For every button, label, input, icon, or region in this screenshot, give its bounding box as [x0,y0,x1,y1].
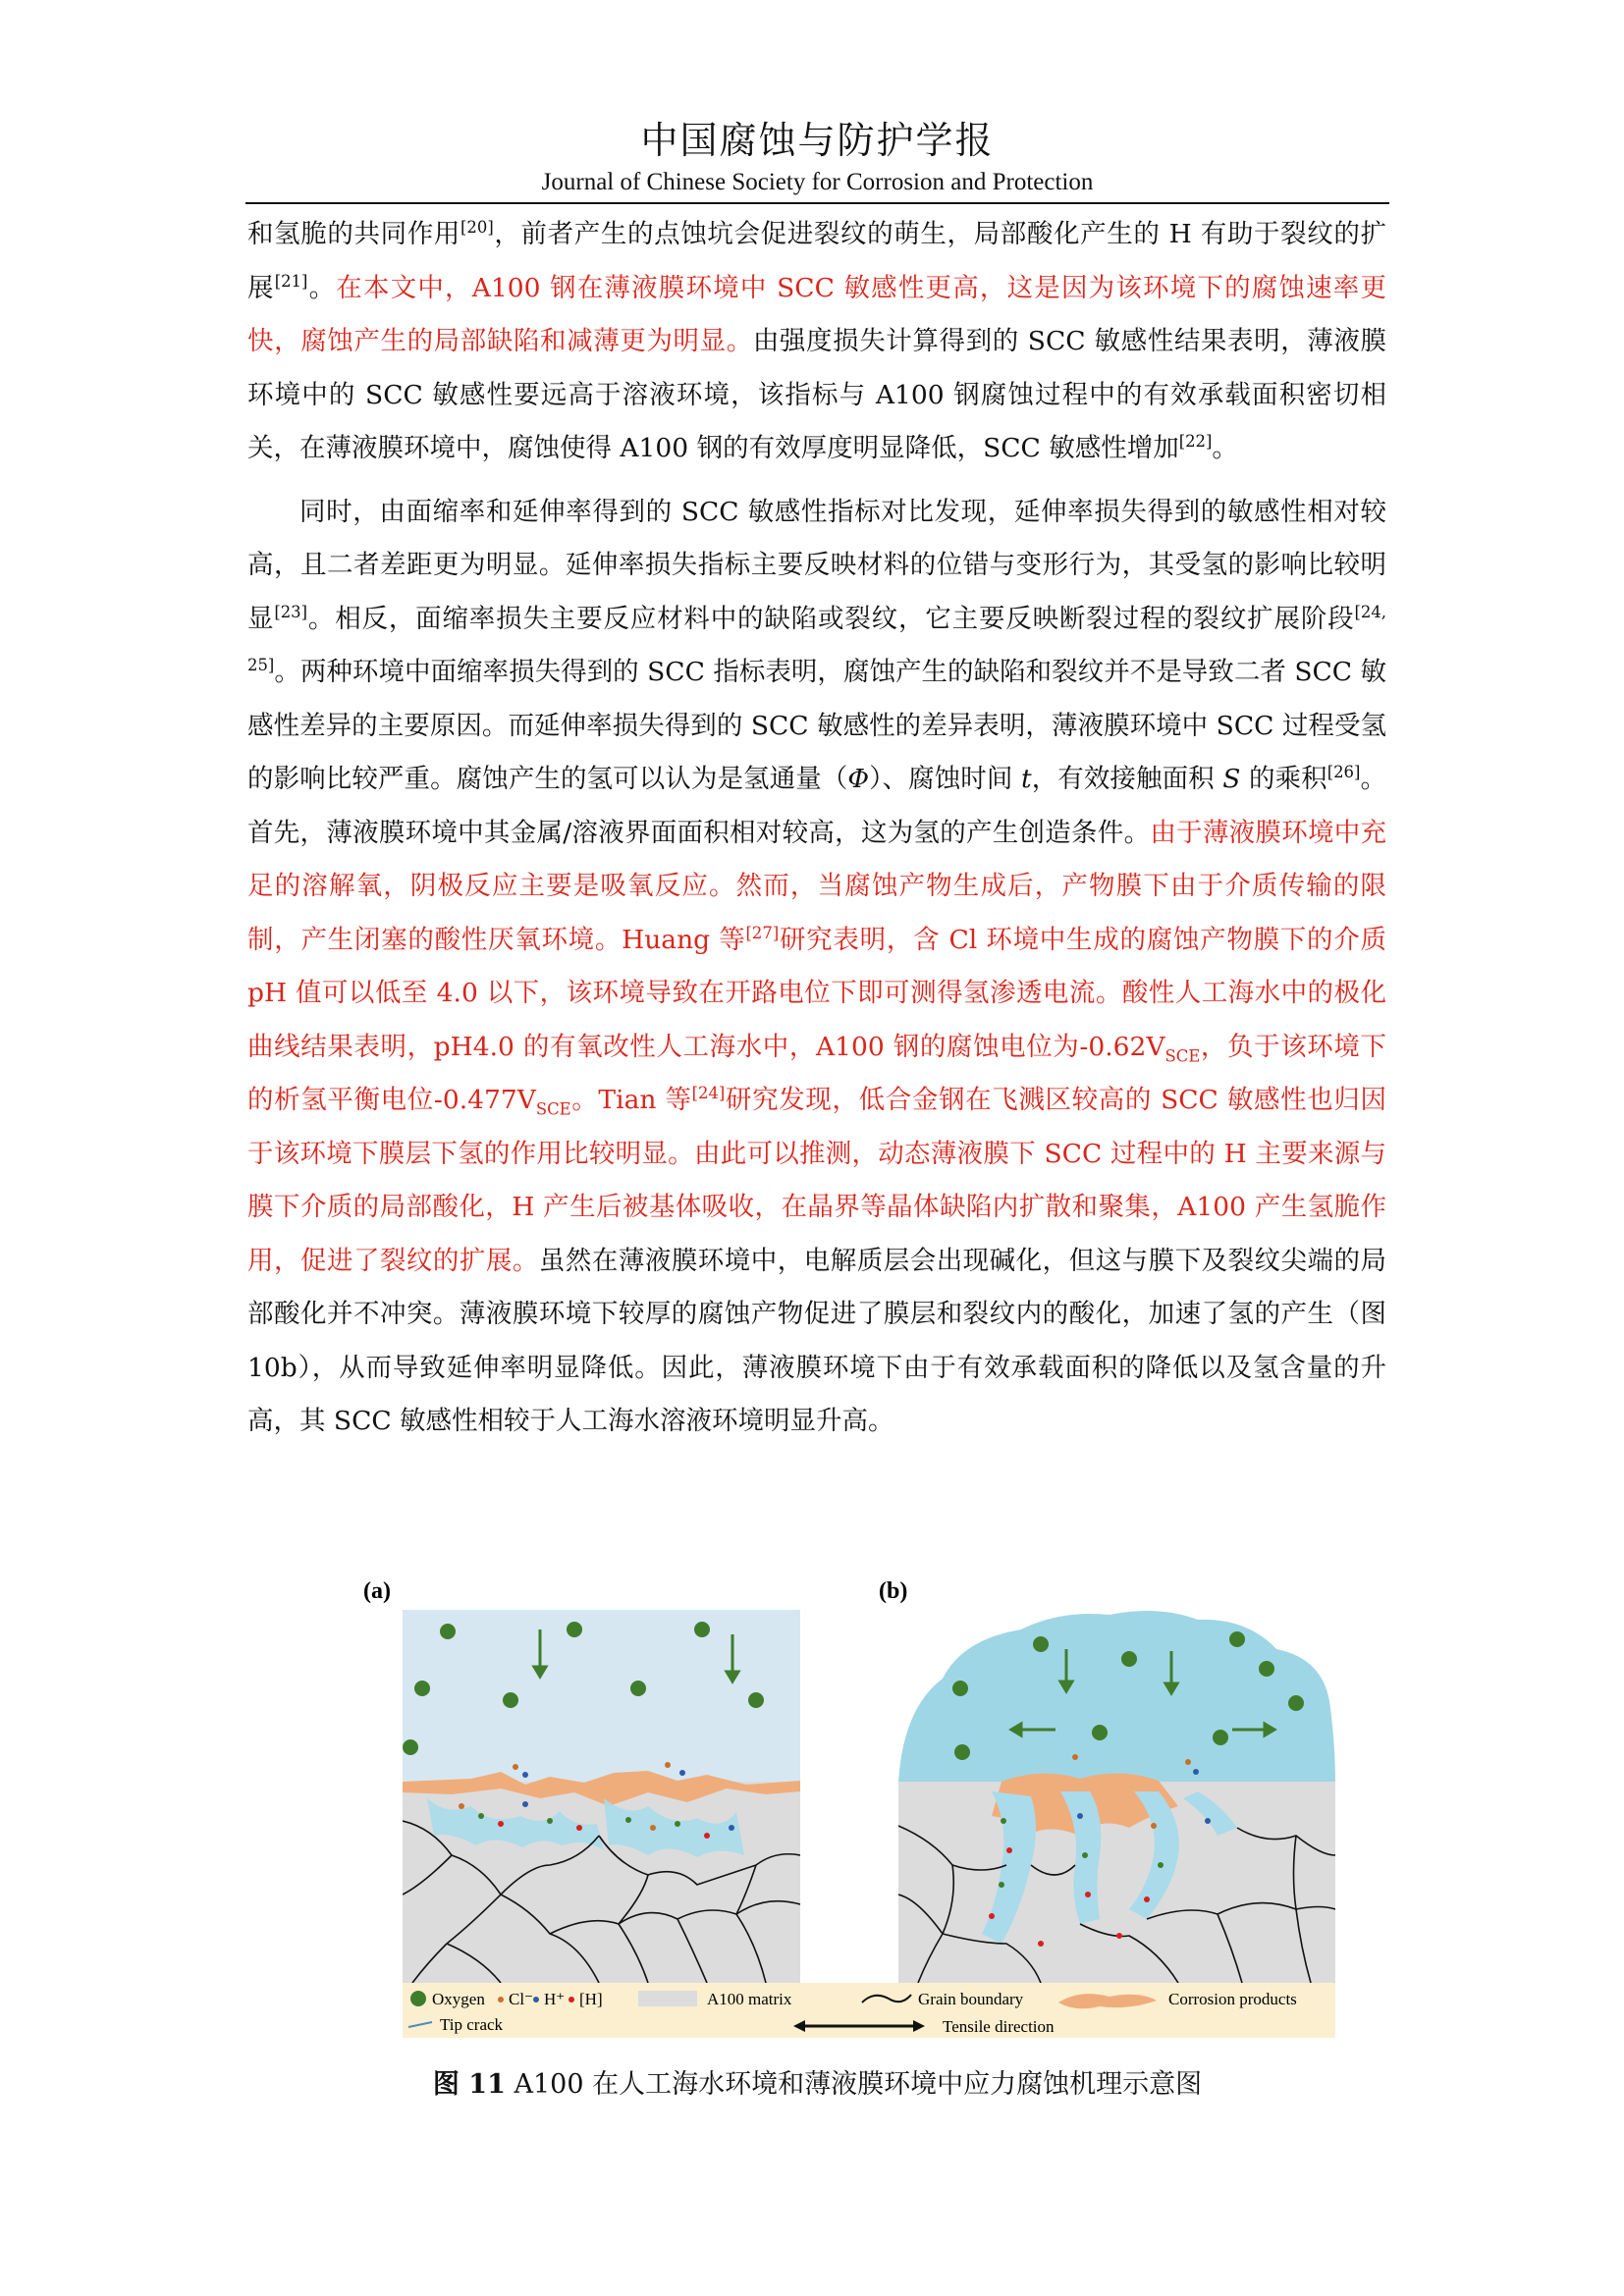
oxygen-icon [630,1681,646,1696]
h-plus-legend-icon [533,1997,539,2002]
panel-b-label: (b) [879,1578,908,1604]
oxygen-icon [414,1681,430,1696]
cl-legend-icon [498,1997,504,2002]
oxygen-icon [1121,1651,1137,1667]
oxygen-icon [1259,1661,1274,1677]
symbol-phi: Φ [847,764,870,794]
figure-caption [245,2065,1389,2105]
matrix-legend-swatch [638,1991,697,2006]
citation-ref: [21] [274,271,308,291]
text-span: 同时，由面缩率和延伸率得到的 SCC 敏感性指标对比发现，延伸率损失得到的敏感性相对较高，且二者差距更为明显。延伸率损失指标主要反映材料的位错与变形行为，其受氢的影响比较明显 [247,496,1386,634]
legend-corrosion-products: Corrosion products [1168,1990,1297,2008]
journal-title-en: Journal of Chinese Society for Corrosion and Protection [541,169,1094,195]
oxygen-icon [567,1622,582,1637]
oxygen-icon [1288,1695,1304,1711]
legend-h-plus: H⁺ [544,1990,566,2008]
symbol-t: t [1020,764,1032,794]
h-atom-legend-icon [568,1997,574,2002]
text-span: 由于薄液膜环境中充足的溶解氧，阴极反应主要是吸氧反应。然而，当腐蚀产物生成后，产物膜下由于介质传输的限制，产生闭塞的酸性厌氧环境。Huang 等 [247,817,1386,955]
oxygen-icon [440,1624,456,1639]
text-span: 由强度损失计算得到的 SCC 敏感性结果表明，薄液膜环境中的 SCC 敏感性要远高于溶液环境，该指标与 A100 钢腐蚀过程中的有效承载面积密切相关，在薄液膜环境中，腐蚀使得 A100 钢的有效厚度明显降低，SCC 敏感性增加 [247,326,1386,463]
text-span: ，负于该环境下的析氢平衡电位-0.477V [247,1031,1386,1115]
text-span: ）、腐蚀时间 [869,764,1021,794]
caption-text: A100 在人工海水环境和薄液膜环境中应力腐蚀机理示意图 [505,2069,1203,2100]
text-span: 研究表明，含 Cl 环境中生成的腐蚀产物膜下的介质 pH 值可以低至 4.0 以下，该环境导致在开路电位下即可测得氢渗透电流。酸性人工海水中的极化曲线结果表明，pH4.0 的有氧改性人工海水中，A100 钢的腐蚀电位为-0.62V [247,924,1386,1062]
legend-oxygen: Oxygen [432,1990,485,2008]
oxygen-icon [748,1692,764,1708]
article-body [247,208,1386,1449]
text-span: 研究发现，低合金钢在飞溅区较高的 SCC 敏感性也归因于该环境下膜层下氢的作用比较明显。由此可以推测，动态薄液膜下 SCC 过程中的 H 主要来源与膜下介质的局部酸化，H 产生后被基体吸收，在晶界等晶体缺陷内扩散和聚集，A100 产生氢脆作用，促进了裂纹的扩展。 [247,1085,1386,1276]
oxygen-icon [1229,1631,1245,1647]
text-span: ，有效接触面积 [1031,764,1223,794]
figure-number: 图 11 [432,2069,506,2100]
citation-ref: [26] [1326,763,1361,782]
journal-title-cn: 中国腐蚀与防护学报 [640,119,995,162]
citation-ref: [27] [745,923,780,942]
subscript-sce: SCE [535,1099,571,1119]
text-span: 。相反，面缩率损失主要反应材料中的缺陷或裂纹，它主要反映断裂过程的裂纹扩展阶段 [307,603,1355,634]
journal-header [245,116,1389,198]
text-span: 。 [1212,433,1238,463]
text-span: 的乘积 [1240,764,1327,794]
citation-ref: [22] [1178,432,1213,452]
text-span: 。 [307,272,337,303]
text-span: ，前者产生的点蚀坑会促进裂纹的萌生，局部酸化产生的 H 有助于裂纹的扩展 [247,219,1386,303]
oxygen-icon [954,1744,970,1760]
text-span: 和氢脆的共同作用 [247,219,461,249]
figure-legend [403,1983,1335,2038]
oxygen-icon [952,1681,968,1696]
mechanism-figure [353,1571,1335,2042]
subscript-sce: SCE [1164,1045,1201,1065]
legend-tensile-direction: Tensile direction [943,2017,1055,2036]
legend-cl: Cl⁻ [509,1990,534,2008]
oxygen-icon [403,1739,418,1755]
citation-ref: [23] [274,602,308,621]
text-span: 。Tian 等 [570,1085,692,1115]
legend-tip-crack: Tip crack [440,2015,504,2034]
oxygen-icon [694,1622,710,1637]
legend-matrix: A100 matrix [707,1990,792,2008]
header-rule [245,202,1389,204]
solution-layer [403,1610,800,1782]
text-span: 。两种环境中面缩率损失得到的 SCC 指标表明，腐蚀产生的缺陷和裂纹并不是导致二者 SCC 敏感性差异的主要原因。而延伸率损失得到的 SCC 敏感性的差异表明，薄液膜环境中 SCC 过程受氢的影响比较严重。腐蚀产生的氢可以认为是氢通量（ [247,657,1386,794]
highlighted-text [247,818,1386,1276]
panel-a [403,1610,800,1983]
oxygen-icon [503,1692,518,1708]
paragraph-1 [247,208,1386,476]
highlighted-text: 在本文中，A100 钢在薄液膜环境中 SCC 敏感性更高，这是因为该环境下的腐蚀速率更快，腐蚀产生的局部缺陷和减薄更为明显。 [247,272,1386,356]
citation-ref: [20] [460,218,494,238]
citation-ref: [24] [691,1084,726,1103]
text-span: 虽然在薄液膜环境中，电解质层会出现碱化，但这与膜下及裂纹尖端的局部酸化并不冲突。薄液膜环境下较厚的腐蚀产物促进了膜层和裂纹内的酸化，加速了氢的产生（图 10b），从而导致延伸率明显降低。因此，薄液膜环境下由于有效承载面积的降低以及氢含量的升高，其 SCC 敏感性相较于人工海水溶液环境明显升高。 [247,1245,1387,1436]
legend-h-atom: [H] [579,1990,603,2008]
symbol-s: S [1222,764,1241,794]
panel-a-label: (a) [363,1578,391,1604]
oxygen-icon [1033,1636,1049,1652]
oxygen-icon [1213,1730,1228,1745]
panel-b [898,1611,1335,1983]
legend-grain-boundary: Grain boundary [918,1990,1024,2008]
text-span: 。首先，薄液膜环境中其金属/溶液界面面积相对较高，这为氢的产生创造条件。 [247,764,1386,848]
citation-ref: [24, 25] [247,602,1387,675]
oxygen-legend-icon [410,1991,426,2006]
paragraph-2 [247,486,1386,1449]
oxygen-icon [1092,1725,1108,1740]
